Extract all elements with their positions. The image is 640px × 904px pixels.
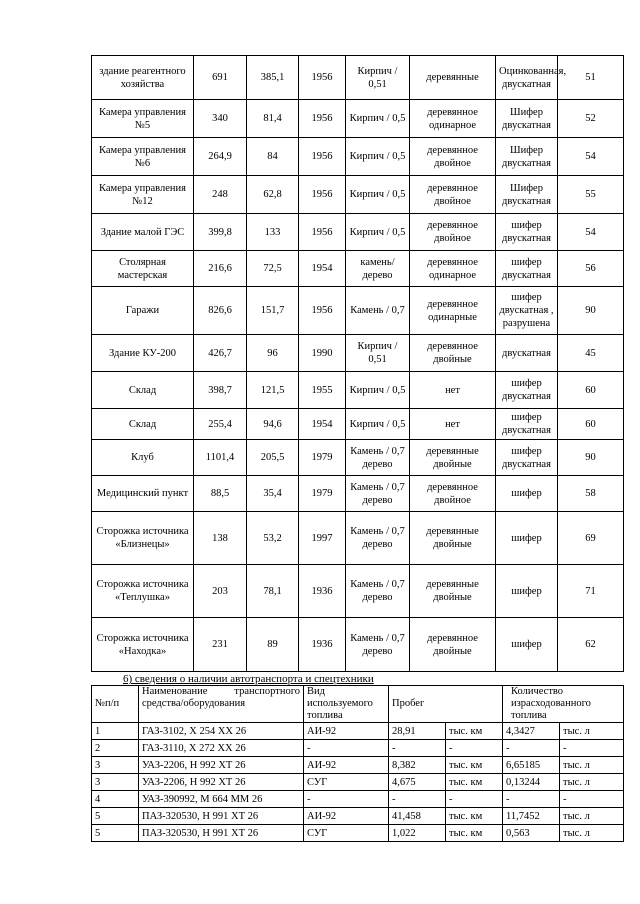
building-roof-cell: Оцинкованная, двускатная	[496, 56, 558, 100]
vehicle-row	[92, 825, 624, 842]
vehicle-mileage-cell: -	[389, 740, 446, 757]
building-windows-cell: деревянное двойное	[410, 476, 496, 512]
vehicle-row	[92, 774, 624, 791]
vehicle-mileage-unit-cell: тыс. км	[446, 723, 503, 740]
vehicle-name-cell: УАЗ-390992, М 664 ММ 26	[139, 791, 304, 808]
building-walls-cell: Кирпич / 0,5	[346, 100, 410, 138]
building-area-cell: 398,7	[194, 372, 247, 409]
building-name-cell: Медицинский пункт	[92, 476, 194, 512]
building-windows-cell: деревянные двойные	[410, 440, 496, 476]
building-row	[92, 335, 624, 372]
vehicle-fuel-cell: АИ-92	[304, 757, 389, 774]
vehicle-mileage-unit-cell: тыс. км	[446, 774, 503, 791]
vehicle-row	[92, 723, 624, 740]
building-row	[92, 512, 624, 565]
building-volume-cell: 84	[247, 138, 299, 176]
vehicle-row	[92, 791, 624, 808]
building-name-cell: Здание КУ-200	[92, 335, 194, 372]
building-area-cell: 1101,4	[194, 440, 247, 476]
building-wear-cell: 60	[558, 409, 624, 440]
building-row	[92, 618, 624, 672]
vehicle-name-cell: ПАЗ-320530, Н 991 ХТ 26	[139, 808, 304, 825]
vehicle-num-cell: 2	[92, 740, 139, 757]
building-name-cell: здание реагентного хозяйства	[92, 56, 194, 100]
building-walls-cell: Камень / 0,7 дерево	[346, 476, 410, 512]
building-roof-cell: Шифер двускатная	[496, 138, 558, 176]
building-area-cell: 255,4	[194, 409, 247, 440]
building-wear-cell: 60	[558, 372, 624, 409]
building-row	[92, 138, 624, 176]
building-volume-cell: 81,4	[247, 100, 299, 138]
building-wear-cell: 51	[558, 56, 624, 100]
building-area-cell: 264,9	[194, 138, 247, 176]
building-volume-cell: 96	[247, 335, 299, 372]
building-year-cell: 1954	[299, 251, 346, 287]
building-roof-cell: шифер двускатная	[496, 409, 558, 440]
vehicle-mileage-cell: 8,382	[389, 757, 446, 774]
header-fuel: Вид используемого топлива	[304, 686, 389, 723]
building-windows-cell: деревянное одинарные	[410, 287, 496, 335]
vehicle-fuel-cell: АИ-92	[304, 808, 389, 825]
building-area-cell: 691	[194, 56, 247, 100]
building-walls-cell: Камень / 0,7 дерево	[346, 565, 410, 618]
building-area-cell: 138	[194, 512, 247, 565]
building-roof-cell: шифер	[496, 565, 558, 618]
vehicle-consumption-unit-cell: -	[560, 740, 624, 757]
vehicle-fuel-cell: АИ-92	[304, 723, 389, 740]
vehicle-num-cell: 5	[92, 808, 139, 825]
building-name-cell: Клуб	[92, 440, 194, 476]
building-year-cell: 1979	[299, 476, 346, 512]
building-walls-cell: Кирпич / 0,51	[346, 56, 410, 100]
building-windows-cell: деревянное двойные	[410, 335, 496, 372]
building-walls-cell: Кирпич / 0,51	[346, 335, 410, 372]
building-windows-cell: деревянные двойные	[410, 512, 496, 565]
building-name-cell: Камера управления №6	[92, 138, 194, 176]
building-wear-cell: 71	[558, 565, 624, 618]
building-volume-cell: 133	[247, 214, 299, 251]
header-num: №п/п	[92, 686, 139, 723]
building-roof-cell: шифер двускатная	[496, 440, 558, 476]
building-name-cell: Здание малой ГЭС	[92, 214, 194, 251]
building-wear-cell: 62	[558, 618, 624, 672]
building-area-cell: 340	[194, 100, 247, 138]
vehicle-name-cell: ГАЗ-3102, Х 254 ХХ 26	[139, 723, 304, 740]
vehicles-table	[91, 685, 624, 842]
building-windows-cell: деревянные двойные	[410, 565, 496, 618]
building-year-cell: 1956	[299, 56, 346, 100]
building-year-cell: 1956	[299, 287, 346, 335]
vehicle-row	[92, 808, 624, 825]
building-year-cell: 1936	[299, 565, 346, 618]
building-windows-cell: нет	[410, 409, 496, 440]
building-area-cell: 88,5	[194, 476, 247, 512]
building-area-cell: 231	[194, 618, 247, 672]
vehicle-mileage-cell: 28,91	[389, 723, 446, 740]
building-row	[92, 214, 624, 251]
header-name-text: Наименование транспортного средства/оборудования	[142, 686, 300, 709]
building-volume-cell: 35,4	[247, 476, 299, 512]
building-volume-cell: 53,2	[247, 512, 299, 565]
building-row	[92, 100, 624, 138]
building-roof-cell: шифер двускатная	[496, 251, 558, 287]
vehicle-num-cell: 1	[92, 723, 139, 740]
building-row	[92, 287, 624, 335]
vehicle-consumption-unit-cell: тыс. л	[560, 825, 624, 842]
building-windows-cell: деревянное двойное	[410, 138, 496, 176]
building-wear-cell: 90	[558, 287, 624, 335]
building-name-cell: Сторожка источника «Теплушка»	[92, 565, 194, 618]
building-wear-cell: 54	[558, 214, 624, 251]
vehicle-num-cell: 3	[92, 774, 139, 791]
vehicle-consumption-cell: -	[503, 740, 560, 757]
building-year-cell: 1990	[299, 335, 346, 372]
building-year-cell: 1955	[299, 372, 346, 409]
building-area-cell: 399,8	[194, 214, 247, 251]
building-year-cell: 1956	[299, 138, 346, 176]
building-area-cell: 203	[194, 565, 247, 618]
building-area-cell: 826,6	[194, 287, 247, 335]
building-row	[92, 476, 624, 512]
vehicles-section-caption: 6) сведения о наличии автотранспорта и спецтехники	[123, 673, 374, 685]
building-windows-cell: деревянное двойное	[410, 176, 496, 214]
vehicle-consumption-cell: 0,13244	[503, 774, 560, 791]
building-wear-cell: 69	[558, 512, 624, 565]
building-row	[92, 409, 624, 440]
vehicle-consumption-cell: 6,65185	[503, 757, 560, 774]
building-name-cell: Камера управления №5	[92, 100, 194, 138]
building-wear-cell: 52	[558, 100, 624, 138]
vehicle-consumption-cell: -	[503, 791, 560, 808]
building-volume-cell: 205,5	[247, 440, 299, 476]
vehicle-num-cell: 4	[92, 791, 139, 808]
building-year-cell: 1979	[299, 440, 346, 476]
vehicle-consumption-unit-cell: тыс. л	[560, 757, 624, 774]
building-year-cell: 1956	[299, 100, 346, 138]
building-volume-cell: 385,1	[247, 56, 299, 100]
vehicle-consumption-unit-cell: тыс. л	[560, 723, 624, 740]
building-name-cell: Склад	[92, 372, 194, 409]
building-row	[92, 176, 624, 214]
building-year-cell: 1956	[299, 176, 346, 214]
building-volume-cell: 151,7	[247, 287, 299, 335]
building-roof-cell: шифер	[496, 512, 558, 565]
vehicle-mileage-unit-cell: тыс. км	[446, 825, 503, 842]
building-walls-cell: Камень / 0,7	[346, 287, 410, 335]
vehicle-consumption-cell: 0,563	[503, 825, 560, 842]
building-roof-cell: шифер двускатная	[496, 372, 558, 409]
building-windows-cell: нет	[410, 372, 496, 409]
building-row	[92, 56, 624, 100]
vehicle-name-cell: УАЗ-2206, Н 992 ХТ 26	[139, 774, 304, 791]
building-name-cell: Камера управления №12	[92, 176, 194, 214]
building-roof-cell: двускатная	[496, 335, 558, 372]
building-roof-cell: шифер	[496, 476, 558, 512]
building-name-cell: Столярная мастерская	[92, 251, 194, 287]
building-volume-cell: 62,8	[247, 176, 299, 214]
vehicle-fuel-cell: СУГ	[304, 825, 389, 842]
building-roof-cell: шифер	[496, 618, 558, 672]
vehicle-fuel-cell: СУГ	[304, 774, 389, 791]
building-wear-cell: 58	[558, 476, 624, 512]
building-row	[92, 372, 624, 409]
vehicle-fuel-cell: -	[304, 740, 389, 757]
vehicle-consumption-unit-cell: тыс. л	[560, 808, 624, 825]
building-name-cell: Сторожка источника «Находка»	[92, 618, 194, 672]
vehicle-mileage-unit-cell: -	[446, 740, 503, 757]
building-row	[92, 565, 624, 618]
building-year-cell: 1997	[299, 512, 346, 565]
vehicle-mileage-cell: -	[389, 791, 446, 808]
building-roof-cell: Шифер двускатная	[496, 100, 558, 138]
building-year-cell: 1936	[299, 618, 346, 672]
building-volume-cell: 89	[247, 618, 299, 672]
vehicle-consumption-unit-cell: -	[560, 791, 624, 808]
building-walls-cell: камень/дерево	[346, 251, 410, 287]
building-walls-cell: Камень / 0,7 дерево	[346, 618, 410, 672]
building-walls-cell: Кирпич / 0,5	[346, 138, 410, 176]
vehicle-name-cell: УАЗ-2206, Н 992 ХТ 26	[139, 757, 304, 774]
building-name-cell: Склад	[92, 409, 194, 440]
header-consumption: Количество израсходованного топлива	[503, 686, 624, 723]
vehicle-mileage-unit-cell: тыс. км	[446, 808, 503, 825]
vehicle-consumption-cell: 4,3427	[503, 723, 560, 740]
building-name-cell: Гаражи	[92, 287, 194, 335]
vehicle-consumption-cell: 11,7452	[503, 808, 560, 825]
vehicle-name-cell: ГАЗ-3110, Х 272 ХХ 26	[139, 740, 304, 757]
vehicle-row	[92, 740, 624, 757]
building-wear-cell: 45	[558, 335, 624, 372]
building-wear-cell: 56	[558, 251, 624, 287]
vehicle-mileage-cell: 41,458	[389, 808, 446, 825]
building-roof-cell: шифер двускатная	[496, 214, 558, 251]
building-walls-cell: Камень / 0,7 дерево	[346, 440, 410, 476]
vehicle-num-cell: 3	[92, 757, 139, 774]
vehicle-mileage-cell: 4,675	[389, 774, 446, 791]
header-mileage: Пробег	[389, 686, 503, 723]
building-wear-cell: 54	[558, 138, 624, 176]
buildings-table	[91, 55, 624, 672]
building-windows-cell: деревянное двойное	[410, 214, 496, 251]
vehicle-name-cell: ПАЗ-320530, Н 991 ХТ 26	[139, 825, 304, 842]
building-year-cell: 1956	[299, 214, 346, 251]
building-row	[92, 440, 624, 476]
building-area-cell: 426,7	[194, 335, 247, 372]
building-roof-cell: Шифер двускатная	[496, 176, 558, 214]
building-area-cell: 248	[194, 176, 247, 214]
building-walls-cell: Камень / 0,7 дерево	[346, 512, 410, 565]
building-wear-cell: 55	[558, 176, 624, 214]
vehicle-num-cell: 5	[92, 825, 139, 842]
building-windows-cell: деревянное одинарное	[410, 251, 496, 287]
building-windows-cell: деревянное одинарное	[410, 100, 496, 138]
building-area-cell: 216,6	[194, 251, 247, 287]
vehicle-mileage-cell: 1,022	[389, 825, 446, 842]
building-walls-cell: Кирпич / 0,5	[346, 214, 410, 251]
building-wear-cell: 90	[558, 440, 624, 476]
vehicle-row	[92, 757, 624, 774]
vehicles-header-row	[92, 686, 624, 723]
building-row	[92, 251, 624, 287]
vehicle-consumption-unit-cell: тыс. л	[560, 774, 624, 791]
building-walls-cell: Кирпич / 0,5	[346, 372, 410, 409]
vehicle-fuel-cell: -	[304, 791, 389, 808]
building-volume-cell: 121,5	[247, 372, 299, 409]
building-name-cell: Сторожка источника «Близнецы»	[92, 512, 194, 565]
building-year-cell: 1954	[299, 409, 346, 440]
building-windows-cell: деревянные	[410, 56, 496, 100]
building-roof-cell: шифер двускатная , разрушена	[496, 287, 558, 335]
building-volume-cell: 72,5	[247, 251, 299, 287]
building-volume-cell: 94,6	[247, 409, 299, 440]
header-name	[139, 686, 304, 723]
building-windows-cell: деревянное двойные	[410, 618, 496, 672]
vehicle-mileage-unit-cell: тыс. км	[446, 757, 503, 774]
building-walls-cell: Кирпич / 0,5	[346, 409, 410, 440]
vehicle-mileage-unit-cell: -	[446, 791, 503, 808]
building-walls-cell: Кирпич / 0,5	[346, 176, 410, 214]
building-volume-cell: 78,1	[247, 565, 299, 618]
